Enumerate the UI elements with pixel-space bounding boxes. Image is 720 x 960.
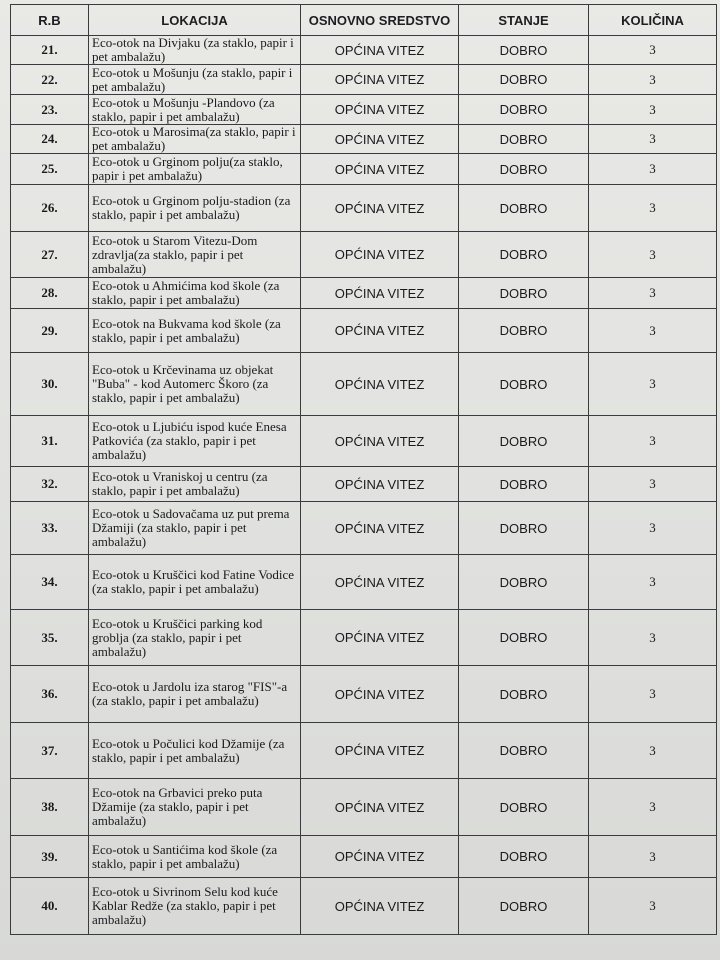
asset-owner-cell: OPĆINA VITEZ [301,666,459,723]
condition-cell: DOBRO [459,353,589,416]
location-cell: Eco-otok na Bukvama kod škole (za staklo, papir i pet ambalažu) [89,309,301,353]
location-cell: Eco-otok u Ljubiću ispod kuće Enesa Patkovića (za staklo, papir i pet ambalažu) [89,416,301,467]
table-row [11,779,717,836]
condition-cell: DOBRO [459,36,589,65]
table-row [11,232,717,278]
table-row [11,878,717,935]
condition-cell: DOBRO [459,95,589,125]
quantity-cell: 3 [589,185,717,232]
condition-cell: DOBRO [459,309,589,353]
condition-cell: DOBRO [459,416,589,467]
asset-owner-cell: OPĆINA VITEZ [301,502,459,555]
asset-owner-cell: OPĆINA VITEZ [301,555,459,610]
location-cell: Eco-otok u Ahmićima kod škole (za staklo, papir i pet ambalažu) [89,278,301,309]
rb-cell: 33. [11,502,89,555]
asset-table [10,4,717,935]
rb-cell: 22. [11,65,89,95]
location-cell: Eco-otok u Mošunju -Plandovo (za staklo, papir i pet ambalažu) [89,95,301,125]
condition-cell: DOBRO [459,278,589,309]
condition-cell: DOBRO [459,65,589,95]
table-row [11,125,717,154]
table-row [11,278,717,309]
rb-cell: 40. [11,878,89,935]
asset-owner-cell: OPĆINA VITEZ [301,723,459,779]
rb-cell: 38. [11,779,89,836]
table-row [11,666,717,723]
location-cell: Eco-otok u Grginom polju-stadion (za staklo, papir i pet ambalažu) [89,185,301,232]
location-cell: Eco-otok u Krčevinama uz objekat "Buba" - kod Automerc Škoro (za staklo, papir i pet ambalažu) [89,353,301,416]
location-cell: Eco-otok u Mošunju (za staklo, papir i pet ambalažu) [89,65,301,95]
asset-owner-cell: OPĆINA VITEZ [301,65,459,95]
quantity-cell: 3 [589,779,717,836]
asset-owner-cell: OPĆINA VITEZ [301,416,459,467]
quantity-cell: 3 [589,353,717,416]
asset-owner-cell: OPĆINA VITEZ [301,36,459,65]
rb-cell: 30. [11,353,89,416]
header-rb: R.B [11,5,89,36]
location-cell: Eco-otok u Santićima kod škole (za staklo, papir i pet ambalažu) [89,836,301,878]
condition-cell: DOBRO [459,555,589,610]
quantity-cell: 3 [589,278,717,309]
rb-cell: 25. [11,154,89,185]
asset-owner-cell: OPĆINA VITEZ [301,95,459,125]
quantity-cell: 3 [589,232,717,278]
location-cell: Eco-otok u Grginom polju(za staklo, papir i pet ambalažu) [89,154,301,185]
location-cell: Eco-otok u Kruščici kod Fatine Vodice (za staklo, papir i pet ambalažu) [89,555,301,610]
quantity-cell: 3 [589,723,717,779]
quantity-cell: 3 [589,95,717,125]
table-row [11,36,717,65]
asset-owner-cell: OPĆINA VITEZ [301,154,459,185]
condition-cell: DOBRO [459,502,589,555]
rb-cell: 21. [11,36,89,65]
asset-owner-cell: OPĆINA VITEZ [301,125,459,154]
location-cell: Eco-otok u Vraniskoj u centru (za staklo, papir i pet ambalažu) [89,467,301,502]
asset-owner-cell: OPĆINA VITEZ [301,309,459,353]
rb-cell: 28. [11,278,89,309]
header-kolicina: KOLIČINA [589,5,717,36]
condition-cell: DOBRO [459,878,589,935]
quantity-cell: 3 [589,36,717,65]
table-row [11,836,717,878]
rb-cell: 29. [11,309,89,353]
rb-cell: 31. [11,416,89,467]
table-row [11,185,717,232]
header-stanje: STANJE [459,5,589,36]
quantity-cell: 3 [589,65,717,95]
rb-cell: 39. [11,836,89,878]
condition-cell: DOBRO [459,467,589,502]
quantity-cell: 3 [589,416,717,467]
header-lokacija: LOKACIJA [89,5,301,36]
condition-cell: DOBRO [459,723,589,779]
condition-cell: DOBRO [459,610,589,666]
rb-cell: 36. [11,666,89,723]
condition-cell: DOBRO [459,779,589,836]
quantity-cell: 3 [589,502,717,555]
rb-cell: 26. [11,185,89,232]
table-body [11,36,717,935]
location-cell: Eco-otok u Starom Vitezu-Dom zdravlja(za staklo, papir i pet ambalažu) [89,232,301,278]
table-row [11,416,717,467]
table-row [11,65,717,95]
quantity-cell: 3 [589,125,717,154]
quantity-cell: 3 [589,610,717,666]
quantity-cell: 3 [589,467,717,502]
asset-owner-cell: OPĆINA VITEZ [301,610,459,666]
location-cell: Eco-otok u Počulici kod Džamije (za staklo, papir i pet ambalažu) [89,723,301,779]
condition-cell: DOBRO [459,125,589,154]
table-row [11,555,717,610]
table-row [11,309,717,353]
rb-cell: 24. [11,125,89,154]
quantity-cell: 3 [589,878,717,935]
table-header-row [11,5,717,36]
table-row [11,502,717,555]
rb-cell: 35. [11,610,89,666]
rb-cell: 37. [11,723,89,779]
asset-owner-cell: OPĆINA VITEZ [301,779,459,836]
quantity-cell: 3 [589,555,717,610]
condition-cell: DOBRO [459,185,589,232]
asset-owner-cell: OPĆINA VITEZ [301,467,459,502]
rb-cell: 34. [11,555,89,610]
rb-cell: 32. [11,467,89,502]
condition-cell: DOBRO [459,666,589,723]
location-cell: Eco-otok u Kruščici parking kod groblja (za staklo, papir i pet ambalažu) [89,610,301,666]
header-osnovno-sredstvo: OSNOVNO SREDSTVO [301,5,459,36]
rb-cell: 23. [11,95,89,125]
quantity-cell: 3 [589,309,717,353]
table-row [11,723,717,779]
table-row [11,353,717,416]
location-cell: Eco-otok u Marosima(za staklo, papir i pet ambalažu) [89,125,301,154]
table-row [11,467,717,502]
asset-owner-cell: OPĆINA VITEZ [301,232,459,278]
asset-owner-cell: OPĆINA VITEZ [301,353,459,416]
asset-owner-cell: OPĆINA VITEZ [301,185,459,232]
location-cell: Eco-otok u Sivrinom Selu kod kuće Kablar Redže (za staklo, papir i pet ambalažu) [89,878,301,935]
rb-cell: 27. [11,232,89,278]
location-cell: Eco-otok u Sadovačama uz put prema Džamiji (za staklo, papir i pet ambalažu) [89,502,301,555]
table-row [11,154,717,185]
condition-cell: DOBRO [459,232,589,278]
quantity-cell: 3 [589,666,717,723]
asset-owner-cell: OPĆINA VITEZ [301,836,459,878]
location-cell: Eco-otok na Divjaku (za staklo, papir i pet ambalažu) [89,36,301,65]
table-row [11,95,717,125]
quantity-cell: 3 [589,836,717,878]
condition-cell: DOBRO [459,154,589,185]
quantity-cell: 3 [589,154,717,185]
condition-cell: DOBRO [459,836,589,878]
table-row [11,610,717,666]
asset-owner-cell: OPĆINA VITEZ [301,278,459,309]
asset-owner-cell: OPĆINA VITEZ [301,878,459,935]
location-cell: Eco-otok u Jardolu iza starog "FIS"-a (za staklo, papir i pet ambalažu) [89,666,301,723]
location-cell: Eco-otok na Grbavici preko puta Džamije (za staklo, papir i pet ambalažu) [89,779,301,836]
